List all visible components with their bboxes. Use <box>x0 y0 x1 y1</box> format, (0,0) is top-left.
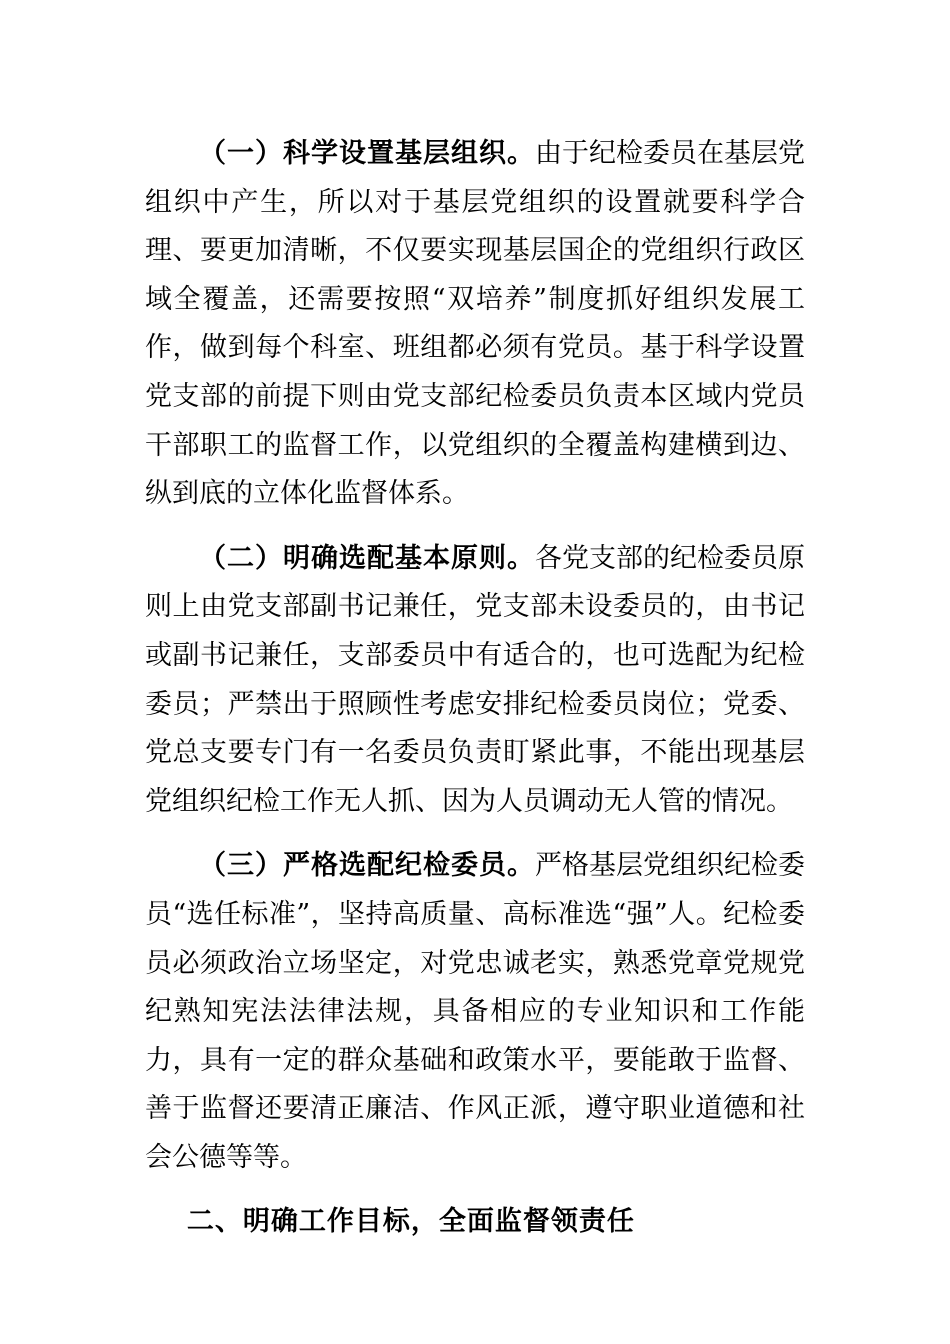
paragraph-2-body: 各党支部的纪检委员原则上由党支部副书记兼任，党支部未设委员的，由书记或副书记兼任，支部委员中有适合的，也可选配为纪检委员；严禁出于照顾性考虑安排纪检委员岗位；党委、党总支要专门有一名委员负责盯紧此事，不能出现基层党组织纪检工作无人抓、因为人员调动无人管的情况。 <box>145 542 805 817</box>
paragraph-2 <box>145 535 805 827</box>
paragraph-3-lead: （三）严格选配纪检委员。 <box>199 850 535 882</box>
paragraph-3 <box>145 842 805 1182</box>
paragraph-2-lead: （二）明确选配基本原则。 <box>199 542 535 574</box>
document-page <box>145 130 805 1247</box>
paragraph-1 <box>145 130 805 519</box>
paragraph-1-lead: （一）科学设置基层组织。 <box>199 138 535 169</box>
section-heading: 二、明确工作目标，全面监督领责任 <box>186 1206 635 1238</box>
paragraph-3-body: 严格基层党组织纪检委员“选任标准”，坚持高质量、高标准选“强”人。纪检委员必须政治立场坚定，对党忠诚老实，熟悉党章党规党纪熟知宪法法律法规，具备相应的专业知识和工作能力，具有一定的群众基础和政策水平，要能敢于监督、善于监督还要清正廉洁、作风正派，遵守职业道德和社会公德等等。 <box>145 850 805 1173</box>
paragraph-1-body: 由于纪检委员在基层党组织中产生，所以对于基层党组织的设置就要科学合理、要更加清晰，不仅要实现基层国企的党组织行政区域全覆盖，还需要按照“双培养”制度抓好组织发展工作，做到每个科室、班组都必须有党员。基于科学设置党支部的前提下则由党支部纪检委员负责本区域内党员干部职工的监督工作，以党组织的全覆盖构建横到边、纵到底的立体化监督体系。 <box>145 138 805 510</box>
